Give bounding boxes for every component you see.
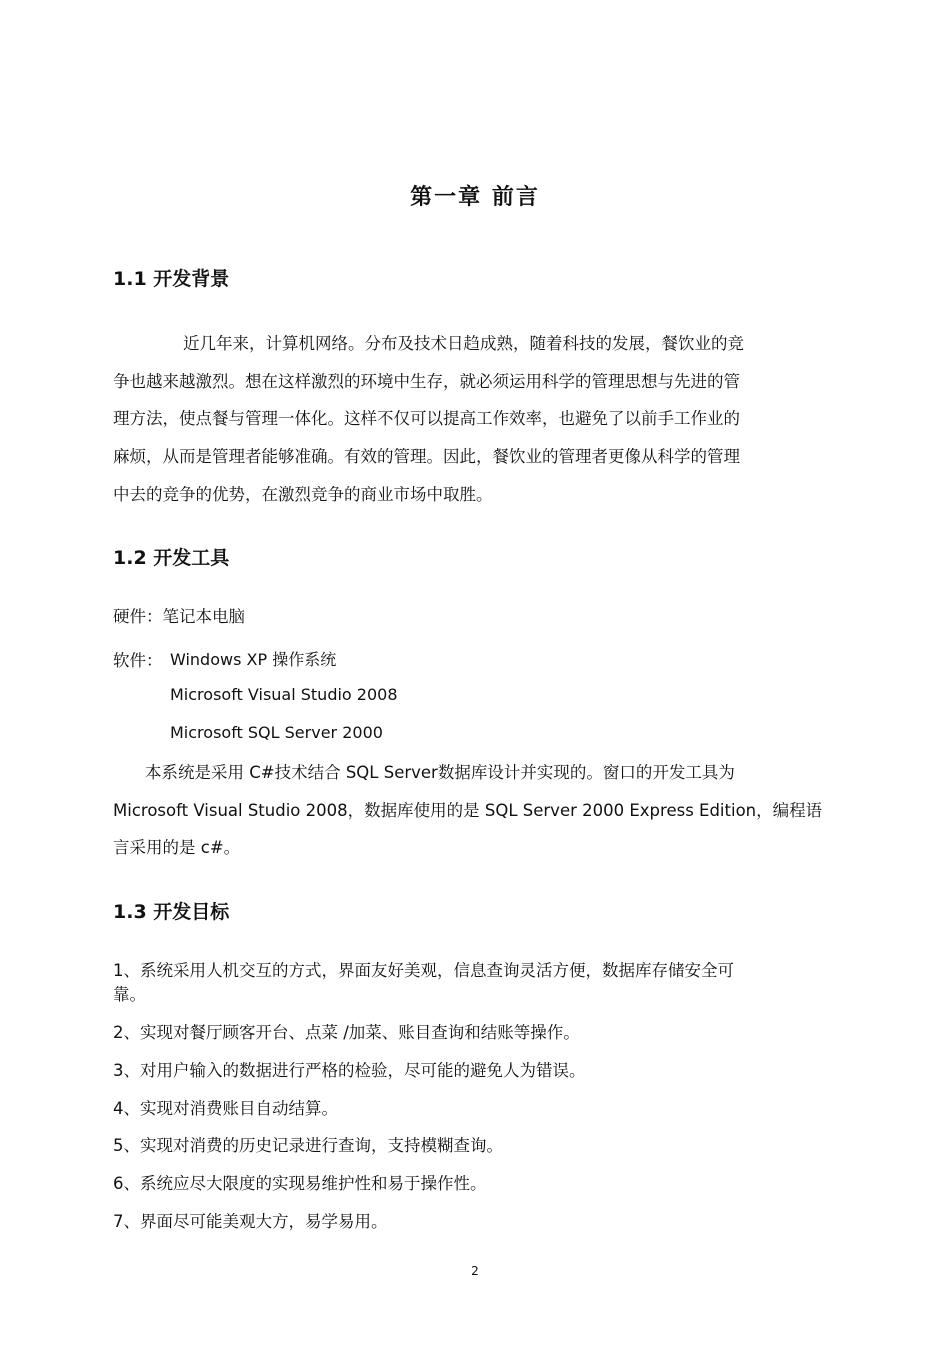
goal-item-7: 7、界面尽可能美观大方，易学易用。 [113,1212,388,1231]
background-line-1: 近几年来，计算机网络。分布及技术日趋成熟，随着科技的发展，餐饮业的竞 [183,334,744,353]
hardware-line: 硬件：笔记本电脑 [113,607,245,626]
goal-item-2: 2、实现对餐厅顾客开台、点菜 /加菜、账目查询和结账等操作。 [113,1023,580,1042]
section-heading-background: 1.1 开发背景 [113,268,230,290]
background-line-4: 麻烦，从而是管理者能够准确。有效的管理。因此，餐饮业的管理者更像从科学的管理 [113,447,740,466]
chapter-title: 第一章 前言 [410,185,540,210]
goal-item-1: 1、系统采用人机交互的方式，界面友好美观，信息查询灵活方便，数据库存储安全可 [113,961,734,980]
tools-desc-line-3: 言采用的是 c#。 [113,838,241,857]
section-heading-tools: 1.2 开发工具 [113,547,230,569]
software-label: 软件： [113,651,163,670]
background-line-3: 理方法，使点餐与管理一体化。这样不仅可以提高工作效率，也避免了以前手工作业的 [113,409,740,428]
background-line-2: 争也越来越激烈。想在这样激烈的环境中生存，就必须运用科学的管理思想与先进的管 [113,372,740,391]
goal-item-4: 4、实现对消费账目自动结算。 [113,1099,338,1118]
tools-desc-line-1: 本系统是采用 C#技术结合 SQL Server数据库设计并实现的。窗口的开发工具为 [145,763,735,782]
software-item-vs: Microsoft Visual Studio 2008 [170,685,398,704]
goal-item-3: 3、对用户输入的数据进行严格的检验，尽可能的避免人为错误。 [113,1061,586,1080]
tools-desc-line-2: Microsoft Visual Studio 2008，数据库使用的是 SQL Server 2000 Express Edition，编程语 [113,801,823,820]
goal-item-5: 5、实现对消费的历史记录进行查询，支持模糊查询。 [113,1136,503,1155]
software-item-os: Windows XP 操作系统 [170,650,337,669]
goal-item-6: 6、系统应尽大限度的实现易维护性和易于操作性。 [113,1174,487,1193]
software-item-sql: Microsoft SQL Server 2000 [170,723,383,742]
background-line-5: 中去的竞争的优势，在激烈竞争的商业市场中取胜。 [113,485,493,504]
page-number: 2 [471,1264,479,1278]
goal-item-1-cont: 靠。 [113,985,146,1004]
section-heading-goals: 1.3 开发目标 [113,901,230,923]
